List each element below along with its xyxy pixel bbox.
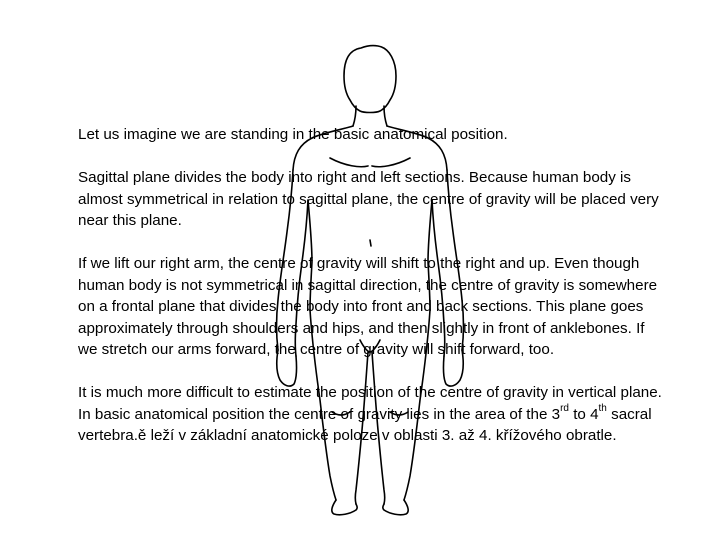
paragraph-frontal-plane: If we lift our right arm, the centre of gravity will shift to the right and up. Even though human body is not symmetrical in sagittal direction, the centre of gravity is somewhere on a frontal plane that divides the body into front and back sections. This plane goes approximately through shoulders and hips, and then slightly in front of anklebones. If we stretch our arms forward, the centre of gravity will shift forward, too.	[78, 255, 658, 358]
vertical-text-part3: sacral vertebra.ě leží v základní anatomické poloze v oblasti 3. až 4. křížového obratle.	[78, 405, 652, 444]
paragraph-intro: Let us imagine we are standing in the basic anatomical position.	[78, 126, 508, 143]
left-foot-outline	[332, 500, 357, 515]
vertical-text-part2: to 4	[568, 405, 599, 423]
neck-outline	[353, 106, 356, 126]
superscript-th: th	[598, 403, 607, 415]
right-foot-outline	[383, 500, 408, 515]
vertical-text-part1: It is much more difficult to estimate the position of the centre of gravity in vertical plane. In basic anatomical position the centre of gravity lies in the area of the 3	[78, 384, 662, 423]
body-text	[78, 124, 668, 447]
paragraph-sagittal-plane: Sagittal plane divides the body into right and left sections. Because human body is almost symmetrical in relation to sagittal plane, the centre of gravity will be placed very near this plane.	[78, 169, 659, 229]
head-outline	[344, 46, 396, 113]
paragraph-vertical-plane	[78, 382, 668, 447]
superscript-rd: rd	[560, 403, 569, 415]
